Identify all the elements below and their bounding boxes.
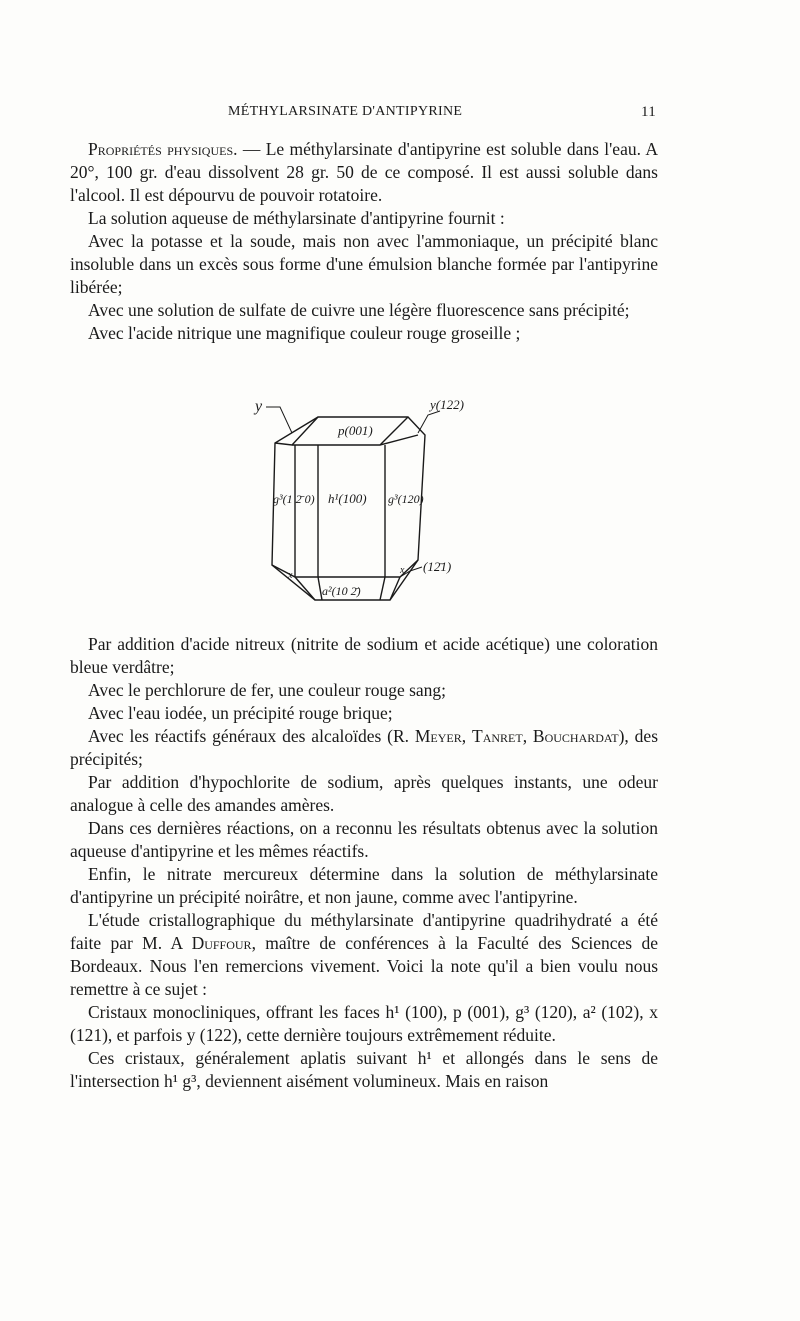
paragraph: Avec l'acide nitrique une magnifique couleur rouge groseille ;: [88, 323, 521, 343]
text-block-before-figure: [70, 138, 658, 345]
section-lead: Propriétés physiques.: [88, 139, 238, 159]
text-run: ,: [461, 726, 472, 746]
paragraph: [70, 725, 658, 771]
paragraph: La solution aqueuse de méthylarsinate d'antipyrine fournit :: [88, 208, 505, 228]
label-g-right-face: g³(120): [388, 492, 424, 506]
text-block-after-figure: [70, 633, 658, 1093]
paragraph: [70, 909, 658, 1001]
author-name: Duffour: [191, 933, 252, 953]
paragraph: Par addition d'acide nitreux (nitrite de sodium et acide acétique) une coloration bleue verdâtre;: [70, 634, 658, 677]
label-x-right-small: x: [400, 565, 405, 576]
author-name: Meyer: [414, 726, 462, 746]
label-y-right: y(122): [430, 397, 464, 412]
paragraph: Avec la potasse et la soude, mais non avec l'ammoniaque, un précipité blanc insoluble dans un excès sous forme d'une émulsion blanche formée par l'antipyrine libérée;: [70, 231, 658, 297]
label-a-face: a²(10 2̄): [322, 584, 361, 598]
text-run: ), des précipités;: [70, 726, 658, 769]
text-run: L'étude cristallographique du méthylarsinate d'antipyrine quadrihydraté a été faite par M. A: [70, 910, 658, 953]
paragraph: Avec l'eau iodée, un précipité rouge brique;: [88, 703, 393, 723]
paragraph: Dans ces dernières réactions, on a reconnu les résultats obtenus avec la solution aqueuse d'antipyrine et les mêmes réactifs.: [70, 818, 658, 861]
label-g-left-face: g³(1 2̄ 0): [273, 492, 315, 506]
text-run: , maître de conférences à la Faculté des Sciences de Bordeaux. Nous l'en remercions vivement. Voici la note qu'il a bien voulu nous remettre à ce sujet :: [70, 933, 659, 999]
author-name: Bouchardat: [532, 726, 619, 746]
paragraph-text: — Le méthylarsinate d'antipyrine est soluble dans l'eau. A 20°, 100 gr. d'eau dissolvent 28 gr. 50 de ce composé. Il est aussi soluble dans l'alcool. Il est dépourvu de pouvoir rotatoire.: [70, 139, 658, 205]
label-h-face: h¹(100): [328, 491, 367, 506]
crystal-figure: [240, 395, 490, 610]
paragraph: Par addition d'hypochlorite de sodium, après quelques instants, une odeur analogue à celle des amandes amères.: [70, 772, 658, 815]
running-title: MÉTHYLARSINATE D'ANTIPYRINE: [228, 104, 463, 119]
paragraph: Cristaux monocliniques, offrant les faces h¹ (100), p (001), g³ (120), a² (102), x (121), et parfois y (122), cette dernière toujours extrêmement réduite.: [70, 1002, 658, 1045]
paragraph: Ces cristaux, généralement aplatis suivant h¹ et allongés dans le sens de l'intersection h¹ g³, deviennent aisément volumineux. Mais en raison: [70, 1048, 658, 1091]
paragraph: Avec une solution de sulfate de cuivre une légère fluorescence sans précipité;: [88, 300, 630, 320]
label-y-left: y: [255, 398, 263, 415]
author-name: Tanret: [472, 726, 523, 746]
paragraph: [70, 138, 658, 207]
crystal-drawing: [240, 395, 490, 610]
label-x-right: (12̄1): [423, 559, 452, 574]
paragraph: Enfin, le nitrate mercureux détermine dans la solution de méthylarsinate d'antipyrine un précipité noirâtre, et non jaune, comme avec l'antipyrine.: [70, 864, 658, 907]
label-x-left-small: x: [288, 570, 293, 581]
text-run: ,: [522, 726, 533, 746]
label-p-face: p(001): [338, 423, 373, 438]
text-run: Avec les réactifs généraux des alcaloïdes (R.: [88, 726, 415, 746]
page-number: 11: [640, 104, 656, 120]
paragraph: Avec le perchlorure de fer, une couleur rouge sang;: [88, 680, 447, 700]
